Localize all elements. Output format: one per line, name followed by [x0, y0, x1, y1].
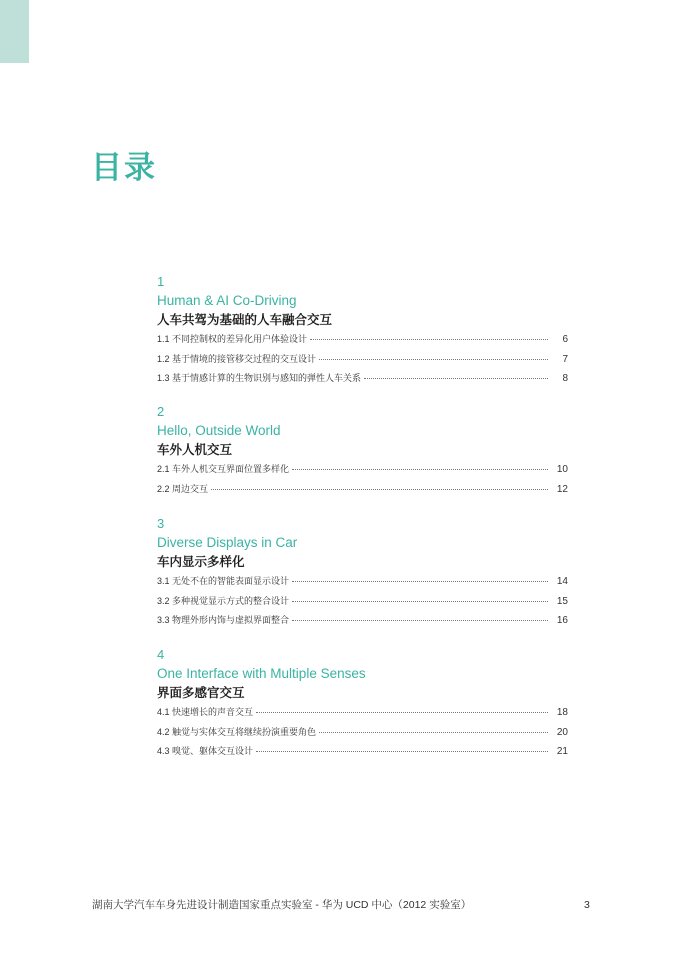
toc-section-2	[157, 403, 568, 499]
dot-leader	[256, 750, 548, 752]
dot-leader	[292, 600, 548, 602]
section-title-en: Diverse Displays in Car	[157, 535, 298, 550]
toc-entry-page: 10	[556, 464, 568, 475]
dot-leader	[319, 358, 548, 360]
dot-leader	[310, 338, 548, 340]
section-number: 2	[157, 404, 165, 419]
section-title-cn: 界面多感官交互	[157, 686, 245, 700]
toc-entry-page: 21	[556, 746, 568, 757]
toc-entry[interactable]	[157, 592, 568, 612]
toc-entry-page: 16	[556, 615, 568, 626]
section-title-cn: 人车共驾为基础的人车融合交互	[157, 313, 333, 327]
toc-entry-label: 2.2 周边交互	[157, 483, 209, 494]
toc-entry-label: 3.2 多种视觉显示方式的整合设计	[157, 595, 290, 606]
toc-entry-page: 18	[556, 707, 568, 718]
toc-section-3	[157, 515, 568, 631]
section-title-en: One Interface with Multiple Senses	[157, 666, 366, 681]
toc-section-4	[157, 646, 568, 762]
dot-leader	[211, 488, 548, 490]
toc-entry-label: 2.1 车外人机交互界面位置多样化	[157, 464, 290, 474]
section-title-cn: 车外人机交互	[157, 443, 233, 457]
toc-entry[interactable]	[157, 742, 568, 762]
dot-leader	[256, 711, 548, 713]
section-title-cn: 车内显示多样化	[157, 555, 245, 569]
dot-leader	[292, 619, 548, 621]
dot-leader	[319, 731, 548, 733]
toc-entry-label: 4.1 快速增长的声音交互	[157, 707, 254, 717]
dot-leader	[292, 468, 548, 470]
dot-leader	[364, 377, 548, 379]
dot-leader	[292, 580, 548, 582]
toc-entry-page: 15	[556, 595, 568, 607]
page-title: 目录	[91, 150, 157, 185]
toc-entry[interactable]	[157, 723, 568, 743]
toc-entry[interactable]	[157, 369, 568, 389]
footer-page-number: 3	[584, 899, 590, 911]
toc-section-1	[157, 273, 568, 389]
section-title-en: Human & AI Co-Driving	[157, 293, 297, 308]
section-number: 3	[157, 516, 165, 531]
toc-entry-label: 3.3 物理外形内饰与虚拟界面整合	[157, 615, 290, 625]
toc-entry[interactable]	[157, 350, 568, 370]
section-number: 1	[157, 274, 165, 289]
toc-entry-page: 14	[556, 576, 568, 587]
toc-entry-label: 1.2 基于情境的接管移交过程的交互设计	[157, 353, 317, 364]
toc-entry[interactable]	[157, 703, 568, 723]
toc-entry[interactable]	[157, 572, 568, 592]
toc-entry[interactable]	[157, 330, 568, 350]
toc-entry[interactable]	[157, 480, 568, 500]
toc-entry-page: 12	[556, 483, 568, 495]
toc-entry[interactable]	[157, 611, 568, 631]
toc-entry-page: 6	[562, 334, 568, 345]
toc-entry-label: 4.2 触觉与实体交互将继续扮演重要角色	[157, 726, 317, 737]
toc-entry[interactable]	[157, 460, 568, 480]
toc-entry-label: 3.1 无处不在的智能表面显示设计	[157, 576, 290, 586]
corner-tab-decoration	[0, 0, 29, 63]
section-number: 4	[157, 647, 165, 662]
toc-entry-label: 1.1 不同控制权的差异化用户体验设计	[157, 334, 308, 344]
toc-entry-page: 7	[562, 353, 568, 365]
toc-entry-label: 1.3 基于情感计算的生物识别与感知的弹性人车关系	[157, 373, 362, 383]
toc-entry-page: 8	[562, 373, 568, 384]
footer-text: 湖南大学汽车车身先进设计制造国家重点实验室 - 华为 UCD 中心（2012 实验室）	[92, 899, 472, 911]
toc-entry-page: 20	[556, 726, 568, 738]
section-title-en: Hello, Outside World	[157, 423, 281, 438]
toc-entry-label: 4.3 嗅觉、躯体交互设计	[157, 746, 254, 756]
